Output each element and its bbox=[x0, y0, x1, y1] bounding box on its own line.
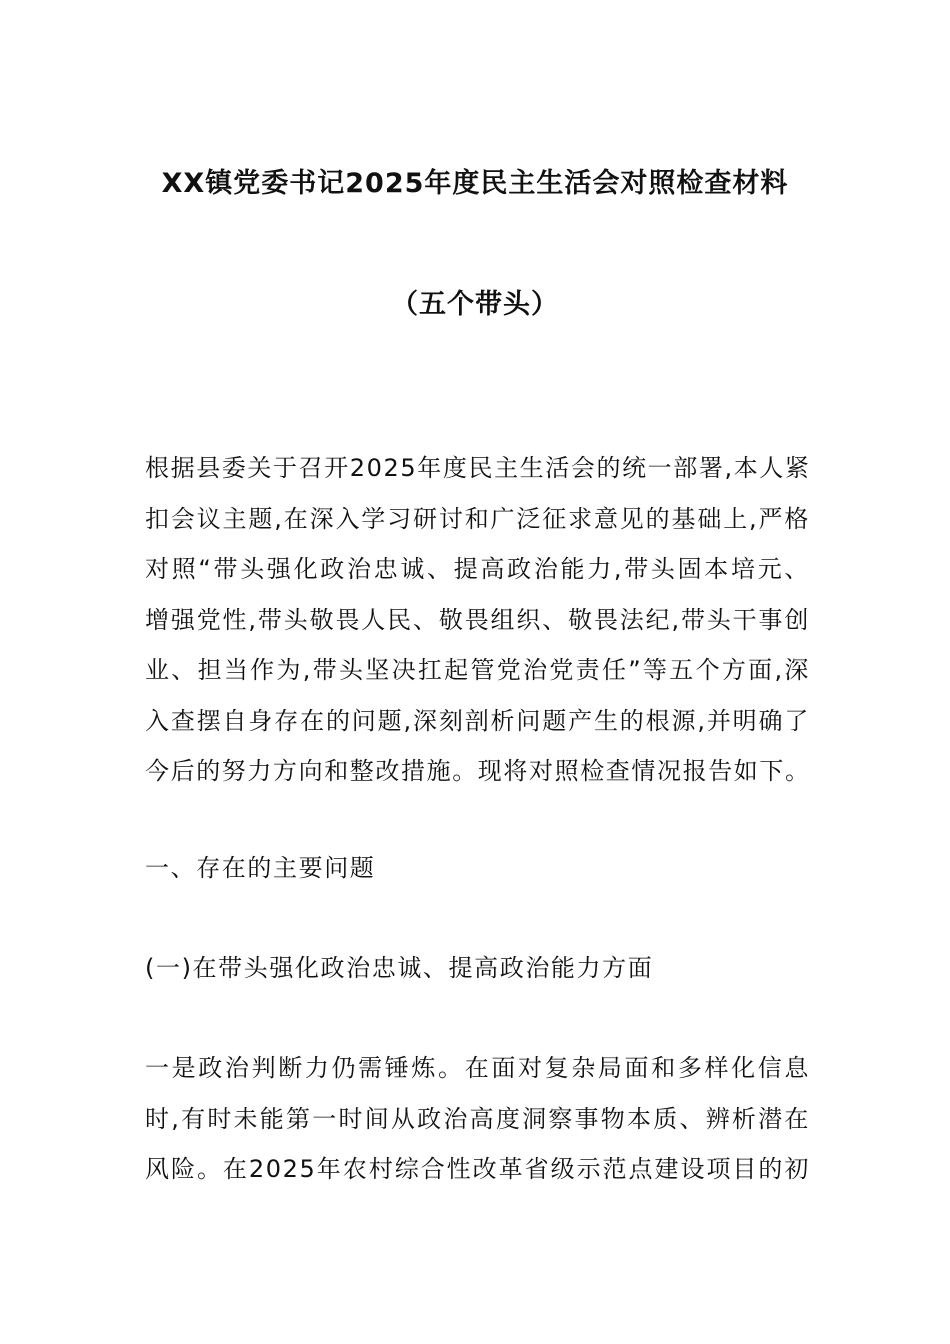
problem-paragraph-1 bbox=[145, 1043, 810, 1195]
subsection-heading-text: (一)在带头强化政治忠诚、提高政治能力方面 bbox=[145, 954, 654, 982]
text-line: 增强党性,带头敬畏人民、敬畏组织、敬畏法纪,带头干事创 bbox=[145, 605, 810, 634]
section-heading bbox=[145, 843, 810, 894]
text-line: 业、担当作为,带头坚决扛起管党治党责任”等五个方面,深 bbox=[145, 656, 810, 684]
text-line: 一是政治判断力仍需锤炼。在面对复杂局面和多样化信息 bbox=[145, 1054, 810, 1082]
text-line: 根据县委关于召开2025年度民主生活会的统一部署,本人紧 bbox=[145, 454, 811, 482]
section-heading-text: 一、存在的主要问题 bbox=[145, 854, 376, 882]
text-line: 入查摆自身存在的问题,深刻剖析问题产生的根源,并明确了 bbox=[145, 706, 810, 735]
text-line: 时,有时未能第一时间从政治高度洞察事物本质、辨析潜在 bbox=[145, 1104, 810, 1133]
intro-paragraph bbox=[145, 443, 810, 797]
text-line: 风险。在2025年农村综合性改革省级示范点建设项目的初 bbox=[145, 1155, 810, 1183]
subsection-heading bbox=[145, 943, 810, 994]
text-line: 今后的努力方向和整改措施。现将对照检查情况报告如下。 bbox=[145, 757, 811, 785]
text-line: 扣会议主题,在深入学习研讨和广泛征求意见的基础上,严格 bbox=[145, 504, 810, 533]
text-line: 对照“带头强化政治忠诚、提高政治能力,带头固本培元、 bbox=[145, 555, 810, 583]
document-subtitle: （五个带头） bbox=[391, 289, 559, 320]
document-title: XX镇党委书记2025年度民主生活会对照检查材料 bbox=[161, 168, 789, 199]
